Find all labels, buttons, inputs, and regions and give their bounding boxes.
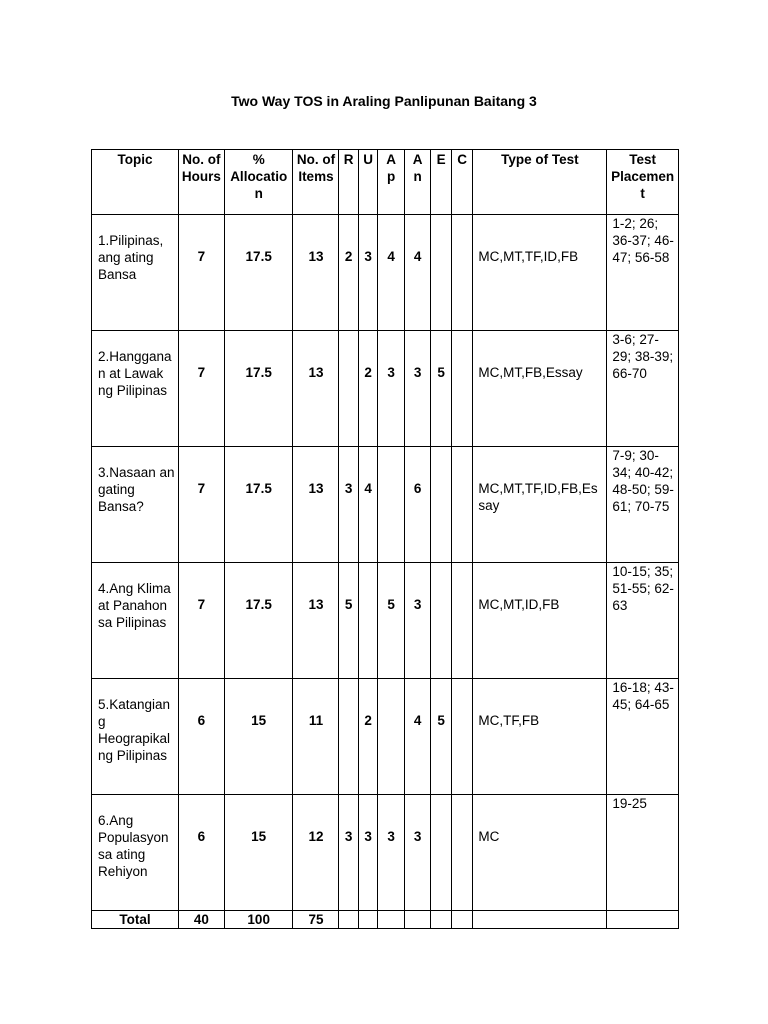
items-cell: 13 — [293, 563, 339, 679]
items-cell: 11 — [293, 679, 339, 795]
header-an: A n — [404, 150, 431, 215]
placement-cell: 19-25 — [607, 795, 679, 911]
placement-cell: 16-18; 43-45; 64-65 — [607, 679, 679, 795]
tos-table — [91, 149, 679, 929]
hours-cell: 7 — [178, 331, 224, 447]
r-cell — [339, 331, 358, 447]
ap-cell — [378, 679, 405, 795]
hours-cell: 6 — [178, 679, 224, 795]
an-cell: 6 — [404, 447, 431, 563]
table-row — [92, 331, 679, 447]
u-cell: 4 — [358, 447, 377, 563]
table-row — [92, 795, 679, 911]
u-cell: 3 — [358, 215, 377, 331]
hours-cell: 7 — [178, 215, 224, 331]
r-cell: 3 — [339, 795, 358, 911]
table-row — [92, 215, 679, 331]
header-hours: No. of Hours — [178, 150, 224, 215]
type-cell: MC,MT,TF,ID,FB — [473, 215, 607, 331]
header-e: E — [431, 150, 451, 215]
topic-cell: 6.Ang Populasyon sa ating Rehiyon — [92, 795, 179, 911]
an-cell: 4 — [404, 679, 431, 795]
total-c — [451, 911, 472, 929]
total-hours: 40 — [178, 911, 224, 929]
topic-cell: 1.Pilipinas, ang ating Bansa — [92, 215, 179, 331]
allocation-cell: 17.5 — [224, 447, 293, 563]
c-cell — [451, 679, 472, 795]
header-placement: Test Placement — [607, 150, 679, 215]
header-r: R — [339, 150, 358, 215]
header-topic: Topic — [92, 150, 179, 215]
total-r — [339, 911, 358, 929]
allocation-cell: 15 — [224, 679, 293, 795]
table-row — [92, 563, 679, 679]
allocation-cell: 17.5 — [224, 331, 293, 447]
type-cell: MC — [473, 795, 607, 911]
items-cell: 12 — [293, 795, 339, 911]
e-cell — [431, 795, 451, 911]
c-cell — [451, 215, 472, 331]
c-cell — [451, 563, 472, 679]
total-allocation: 100 — [224, 911, 293, 929]
an-cell: 4 — [404, 215, 431, 331]
r-cell — [339, 679, 358, 795]
total-label: Total — [92, 911, 179, 929]
header-row — [92, 150, 679, 215]
type-cell: MC,MT,ID,FB — [473, 563, 607, 679]
ap-cell: 3 — [378, 331, 405, 447]
e-cell: 5 — [431, 679, 451, 795]
table-row — [92, 447, 679, 563]
total-an — [404, 911, 431, 929]
total-placement — [607, 911, 679, 929]
type-cell: MC,TF,FB — [473, 679, 607, 795]
allocation-cell: 17.5 — [224, 563, 293, 679]
r-cell: 3 — [339, 447, 358, 563]
ap-cell: 4 — [378, 215, 405, 331]
total-ap — [378, 911, 405, 929]
e-cell — [431, 215, 451, 331]
placement-cell: 1-2; 26; 36-37; 46-47; 56-58 — [607, 215, 679, 331]
u-cell: 2 — [358, 679, 377, 795]
document-title: Two Way TOS in Araling Panlipunan Baitang 3 — [231, 93, 537, 109]
total-items: 75 — [293, 911, 339, 929]
total-u — [358, 911, 377, 929]
hours-cell: 7 — [178, 447, 224, 563]
type-cell: MC,MT,TF,ID,FB,Essay — [473, 447, 607, 563]
hours-cell: 6 — [178, 795, 224, 911]
r-cell: 2 — [339, 215, 358, 331]
placement-cell: 7-9; 30-34; 40-42; 48-50; 59-61; 70-75 — [607, 447, 679, 563]
header-type: Type of Test — [473, 150, 607, 215]
ap-cell: 5 — [378, 563, 405, 679]
total-type — [473, 911, 607, 929]
table-row — [92, 679, 679, 795]
topic-cell: 3.Nasaan an gating Bansa? — [92, 447, 179, 563]
an-cell: 3 — [404, 795, 431, 911]
an-cell: 3 — [404, 563, 431, 679]
allocation-cell: 17.5 — [224, 215, 293, 331]
u-cell: 3 — [358, 795, 377, 911]
ap-cell: 3 — [378, 795, 405, 911]
header-allocation: % Allocation — [224, 150, 293, 215]
total-row — [92, 911, 679, 929]
e-cell — [431, 563, 451, 679]
header-items: No. of Items — [293, 150, 339, 215]
type-cell: MC,MT,FB,Essay — [473, 331, 607, 447]
c-cell — [451, 331, 472, 447]
c-cell — [451, 447, 472, 563]
e-cell — [431, 447, 451, 563]
items-cell: 13 — [293, 331, 339, 447]
topic-cell: 2.Hangganan at Lawak ng Pilipinas — [92, 331, 179, 447]
topic-cell: 5.Katangiang Heograpikal ng Pilipinas — [92, 679, 179, 795]
r-cell: 5 — [339, 563, 358, 679]
an-cell: 3 — [404, 331, 431, 447]
u-cell: 2 — [358, 331, 377, 447]
e-cell: 5 — [431, 331, 451, 447]
hours-cell: 7 — [178, 563, 224, 679]
header-u: U — [358, 150, 377, 215]
total-e — [431, 911, 451, 929]
topic-cell: 4.Ang Klima at Panahon sa Pilipinas — [92, 563, 179, 679]
u-cell — [358, 563, 377, 679]
header-c: C — [451, 150, 472, 215]
allocation-cell: 15 — [224, 795, 293, 911]
header-ap: A p — [378, 150, 405, 215]
ap-cell — [378, 447, 405, 563]
placement-cell: 10-15; 35; 51-55; 62-63 — [607, 563, 679, 679]
items-cell: 13 — [293, 215, 339, 331]
placement-cell: 3-6; 27-29; 38-39; 66-70 — [607, 331, 679, 447]
c-cell — [451, 795, 472, 911]
items-cell: 13 — [293, 447, 339, 563]
